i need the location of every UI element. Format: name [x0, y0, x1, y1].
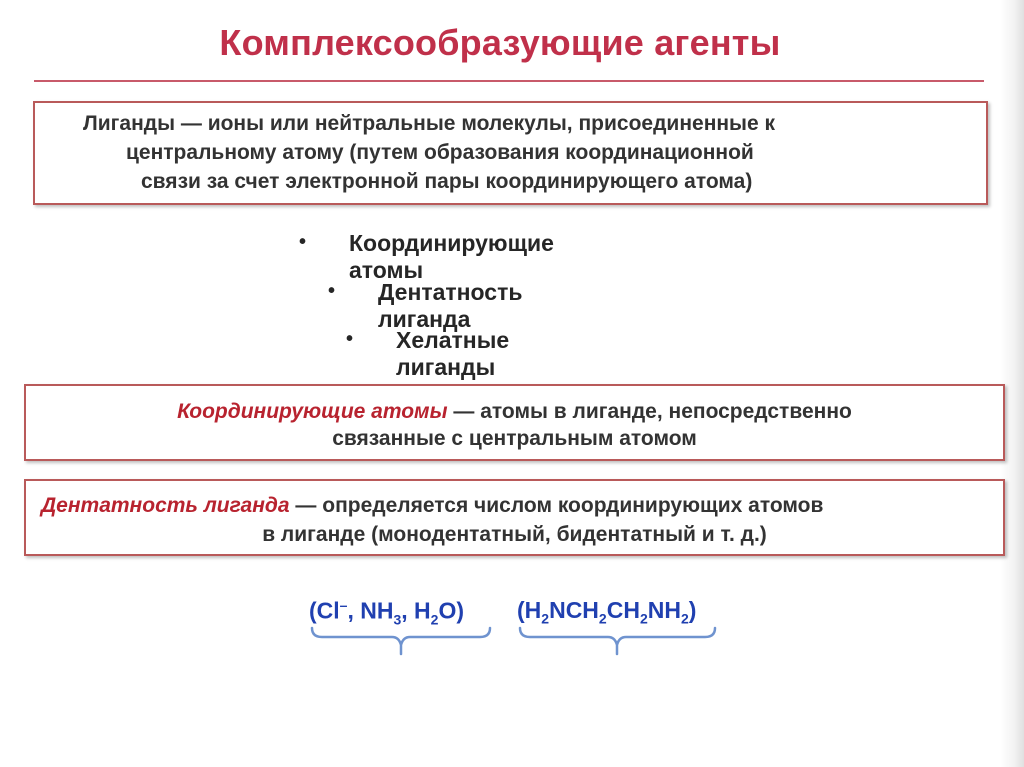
definition-line-3: связи за счет электронной пары координирующего атома) — [141, 170, 753, 193]
monodentate-ligands-formula: (Cl–, $NH_3$, $H_2O$) — [309, 597, 465, 628]
definition-dash: — — [289, 494, 323, 517]
coordinating-atoms-line-2: связанные с центральным атомом — [332, 427, 697, 450]
monodentate-brace — [312, 628, 490, 654]
bullet-label: Координирующие атомы — [349, 230, 554, 283]
page-title: Комплексообразующие агенты — [219, 22, 781, 63]
bidentate-ligand-formula: $(H_2NCH_2CH_2NH_2)$ — [517, 597, 697, 627]
coordinating-atoms-term: Координирующие атомы — [177, 400, 448, 423]
denticity-line-2: в лиганде (монодентатный, бидентатный и т. д.) — [262, 523, 767, 546]
definition-line-1: Лиганды — ионы или нейтральные молекулы, присоединенные к — [83, 112, 776, 135]
bullet-label: Хелатные лиганды — [396, 327, 510, 380]
bullet-dot: • — [299, 231, 307, 253]
bullet-dot: • — [346, 328, 354, 350]
bidentate-brace — [520, 628, 715, 654]
denticity-text: определяется числом координирующих атомов — [322, 494, 824, 517]
definition-line-2: центральному атому (путем образования координационной — [126, 141, 754, 164]
denticity-term: Дентатность лиганда — [41, 494, 290, 517]
bullet-dot: • — [328, 280, 336, 302]
definition-dash: — — [447, 400, 481, 423]
bullet-label: Дентатность лиганда — [378, 279, 523, 332]
coordinating-atoms-text: атомы в лиганде, непосредственно — [480, 400, 852, 423]
